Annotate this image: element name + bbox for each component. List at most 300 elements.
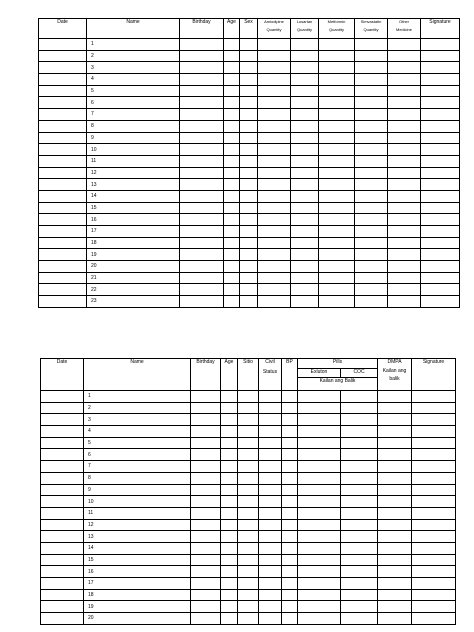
blank-cell[interactable]	[258, 296, 291, 308]
blank-cell[interactable]	[282, 578, 298, 590]
blank-cell[interactable]	[355, 97, 388, 109]
blank-cell[interactable]	[258, 179, 291, 191]
blank-cell[interactable]	[355, 50, 388, 62]
blank-cell[interactable]	[238, 437, 259, 449]
blank-cell[interactable]	[421, 74, 460, 86]
blank-cell[interactable]	[355, 39, 388, 51]
blank-cell[interactable]	[240, 132, 258, 144]
blank-cell[interactable]	[39, 132, 87, 144]
blank-cell[interactable]	[421, 179, 460, 191]
blank-cell[interactable]	[238, 402, 259, 414]
blank-cell[interactable]	[421, 97, 460, 109]
blank-cell[interactable]	[221, 519, 238, 531]
blank-cell[interactable]	[291, 39, 319, 51]
blank-cell[interactable]	[298, 589, 341, 601]
blank-cell[interactable]	[388, 226, 421, 238]
blank-cell[interactable]	[291, 144, 319, 156]
blank-cell[interactable]	[259, 554, 282, 566]
blank-cell[interactable]	[355, 202, 388, 214]
blank-cell[interactable]	[258, 249, 291, 261]
blank-cell[interactable]	[388, 109, 421, 121]
blank-cell[interactable]	[180, 85, 224, 97]
blank-cell[interactable]	[355, 62, 388, 74]
blank-cell[interactable]	[282, 542, 298, 554]
blank-cell[interactable]	[421, 249, 460, 261]
blank-cell[interactable]	[341, 461, 378, 473]
blank-cell[interactable]	[224, 97, 240, 109]
blank-cell[interactable]	[282, 554, 298, 566]
blank-cell[interactable]	[341, 472, 378, 484]
blank-cell[interactable]	[291, 226, 319, 238]
blank-cell[interactable]	[388, 132, 421, 144]
blank-cell[interactable]	[238, 531, 259, 543]
blank-cell[interactable]	[258, 190, 291, 202]
blank-cell[interactable]	[291, 237, 319, 249]
blank-cell[interactable]	[259, 461, 282, 473]
blank-cell[interactable]	[378, 437, 412, 449]
blank-cell[interactable]	[259, 437, 282, 449]
blank-cell[interactable]	[412, 414, 456, 426]
blank-cell[interactable]	[41, 414, 84, 426]
blank-cell[interactable]	[180, 261, 224, 273]
blank-cell[interactable]	[412, 426, 456, 438]
blank-cell[interactable]	[378, 426, 412, 438]
blank-cell[interactable]	[412, 507, 456, 519]
blank-cell[interactable]	[388, 179, 421, 191]
blank-cell[interactable]	[341, 437, 378, 449]
blank-cell[interactable]	[355, 167, 388, 179]
blank-cell[interactable]	[224, 202, 240, 214]
blank-cell[interactable]	[298, 519, 341, 531]
blank-cell[interactable]	[319, 190, 355, 202]
blank-cell[interactable]	[41, 613, 84, 625]
blank-cell[interactable]	[388, 202, 421, 214]
blank-cell[interactable]	[224, 261, 240, 273]
blank-cell[interactable]	[224, 226, 240, 238]
blank-cell[interactable]	[224, 85, 240, 97]
blank-cell[interactable]	[191, 414, 221, 426]
blank-cell[interactable]	[258, 167, 291, 179]
blank-cell[interactable]	[238, 601, 259, 613]
blank-cell[interactable]	[180, 226, 224, 238]
blank-cell[interactable]	[41, 461, 84, 473]
blank-cell[interactable]	[39, 39, 87, 51]
blank-cell[interactable]	[412, 402, 456, 414]
blank-cell[interactable]	[291, 132, 319, 144]
blank-cell[interactable]	[412, 519, 456, 531]
blank-cell[interactable]	[180, 50, 224, 62]
blank-cell[interactable]	[41, 426, 84, 438]
blank-cell[interactable]	[291, 120, 319, 132]
blank-cell[interactable]	[388, 261, 421, 273]
blank-cell[interactable]	[319, 120, 355, 132]
blank-cell[interactable]	[41, 402, 84, 414]
blank-cell[interactable]	[259, 507, 282, 519]
blank-cell[interactable]	[259, 426, 282, 438]
blank-cell[interactable]	[378, 484, 412, 496]
blank-cell[interactable]	[259, 542, 282, 554]
blank-cell[interactable]	[259, 519, 282, 531]
blank-cell[interactable]	[421, 167, 460, 179]
blank-cell[interactable]	[388, 62, 421, 74]
blank-cell[interactable]	[355, 214, 388, 226]
blank-cell[interactable]	[238, 578, 259, 590]
blank-cell[interactable]	[355, 120, 388, 132]
blank-cell[interactable]	[180, 272, 224, 284]
blank-cell[interactable]	[180, 214, 224, 226]
blank-cell[interactable]	[41, 578, 84, 590]
blank-cell[interactable]	[421, 261, 460, 273]
blank-cell[interactable]	[355, 284, 388, 296]
blank-cell[interactable]	[224, 144, 240, 156]
blank-cell[interactable]	[39, 155, 87, 167]
blank-cell[interactable]	[238, 519, 259, 531]
blank-cell[interactable]	[41, 566, 84, 578]
blank-cell[interactable]	[41, 496, 84, 508]
blank-cell[interactable]	[341, 601, 378, 613]
blank-cell[interactable]	[180, 144, 224, 156]
blank-cell[interactable]	[388, 237, 421, 249]
blank-cell[interactable]	[191, 578, 221, 590]
blank-cell[interactable]	[355, 190, 388, 202]
blank-cell[interactable]	[39, 284, 87, 296]
blank-cell[interactable]	[238, 554, 259, 566]
blank-cell[interactable]	[240, 85, 258, 97]
blank-cell[interactable]	[421, 190, 460, 202]
blank-cell[interactable]	[388, 167, 421, 179]
blank-cell[interactable]	[319, 261, 355, 273]
blank-cell[interactable]	[259, 578, 282, 590]
blank-cell[interactable]	[41, 484, 84, 496]
blank-cell[interactable]	[341, 449, 378, 461]
blank-cell[interactable]	[224, 190, 240, 202]
blank-cell[interactable]	[412, 589, 456, 601]
blank-cell[interactable]	[221, 426, 238, 438]
blank-cell[interactable]	[412, 554, 456, 566]
blank-cell[interactable]	[240, 284, 258, 296]
blank-cell[interactable]	[224, 120, 240, 132]
blank-cell[interactable]	[388, 190, 421, 202]
blank-cell[interactable]	[319, 155, 355, 167]
blank-cell[interactable]	[421, 237, 460, 249]
blank-cell[interactable]	[412, 601, 456, 613]
blank-cell[interactable]	[412, 484, 456, 496]
blank-cell[interactable]	[240, 50, 258, 62]
blank-cell[interactable]	[180, 109, 224, 121]
blank-cell[interactable]	[191, 391, 221, 403]
blank-cell[interactable]	[221, 578, 238, 590]
blank-cell[interactable]	[240, 62, 258, 74]
blank-cell[interactable]	[258, 284, 291, 296]
blank-cell[interactable]	[224, 50, 240, 62]
blank-cell[interactable]	[39, 62, 87, 74]
blank-cell[interactable]	[412, 613, 456, 625]
blank-cell[interactable]	[221, 613, 238, 625]
blank-cell[interactable]	[421, 226, 460, 238]
blank-cell[interactable]	[240, 226, 258, 238]
blank-cell[interactable]	[291, 214, 319, 226]
blank-cell[interactable]	[39, 144, 87, 156]
blank-cell[interactable]	[319, 85, 355, 97]
blank-cell[interactable]	[282, 601, 298, 613]
blank-cell[interactable]	[291, 74, 319, 86]
blank-cell[interactable]	[378, 507, 412, 519]
blank-cell[interactable]	[298, 542, 341, 554]
blank-cell[interactable]	[39, 190, 87, 202]
blank-cell[interactable]	[224, 272, 240, 284]
blank-cell[interactable]	[378, 601, 412, 613]
blank-cell[interactable]	[388, 249, 421, 261]
blank-cell[interactable]	[180, 202, 224, 214]
blank-cell[interactable]	[224, 109, 240, 121]
blank-cell[interactable]	[298, 472, 341, 484]
blank-cell[interactable]	[191, 519, 221, 531]
blank-cell[interactable]	[180, 39, 224, 51]
blank-cell[interactable]	[282, 426, 298, 438]
blank-cell[interactable]	[221, 589, 238, 601]
blank-cell[interactable]	[412, 391, 456, 403]
blank-cell[interactable]	[298, 507, 341, 519]
blank-cell[interactable]	[282, 566, 298, 578]
blank-cell[interactable]	[378, 496, 412, 508]
blank-cell[interactable]	[388, 120, 421, 132]
blank-cell[interactable]	[291, 109, 319, 121]
blank-cell[interactable]	[291, 155, 319, 167]
blank-cell[interactable]	[421, 155, 460, 167]
blank-cell[interactable]	[341, 589, 378, 601]
blank-cell[interactable]	[224, 249, 240, 261]
blank-cell[interactable]	[282, 589, 298, 601]
blank-cell[interactable]	[412, 461, 456, 473]
blank-cell[interactable]	[238, 613, 259, 625]
blank-cell[interactable]	[388, 39, 421, 51]
blank-cell[interactable]	[378, 531, 412, 543]
blank-cell[interactable]	[341, 402, 378, 414]
blank-cell[interactable]	[291, 249, 319, 261]
blank-cell[interactable]	[378, 472, 412, 484]
blank-cell[interactable]	[355, 237, 388, 249]
blank-cell[interactable]	[421, 132, 460, 144]
blank-cell[interactable]	[355, 296, 388, 308]
blank-cell[interactable]	[240, 249, 258, 261]
blank-cell[interactable]	[191, 437, 221, 449]
blank-cell[interactable]	[221, 391, 238, 403]
blank-cell[interactable]	[221, 507, 238, 519]
blank-cell[interactable]	[291, 296, 319, 308]
blank-cell[interactable]	[421, 144, 460, 156]
blank-cell[interactable]	[282, 449, 298, 461]
blank-cell[interactable]	[355, 85, 388, 97]
blank-cell[interactable]	[298, 613, 341, 625]
blank-cell[interactable]	[238, 426, 259, 438]
blank-cell[interactable]	[258, 85, 291, 97]
blank-cell[interactable]	[258, 214, 291, 226]
blank-cell[interactable]	[355, 144, 388, 156]
blank-cell[interactable]	[412, 542, 456, 554]
blank-cell[interactable]	[191, 472, 221, 484]
blank-cell[interactable]	[319, 296, 355, 308]
blank-cell[interactable]	[291, 190, 319, 202]
blank-cell[interactable]	[282, 484, 298, 496]
blank-cell[interactable]	[39, 109, 87, 121]
blank-cell[interactable]	[191, 566, 221, 578]
blank-cell[interactable]	[378, 461, 412, 473]
blank-cell[interactable]	[258, 97, 291, 109]
blank-cell[interactable]	[319, 50, 355, 62]
blank-cell[interactable]	[319, 62, 355, 74]
blank-cell[interactable]	[191, 484, 221, 496]
blank-cell[interactable]	[238, 542, 259, 554]
blank-cell[interactable]	[240, 202, 258, 214]
blank-cell[interactable]	[39, 85, 87, 97]
blank-cell[interactable]	[191, 589, 221, 601]
blank-cell[interactable]	[258, 109, 291, 121]
blank-cell[interactable]	[258, 39, 291, 51]
blank-cell[interactable]	[341, 426, 378, 438]
blank-cell[interactable]	[378, 589, 412, 601]
blank-cell[interactable]	[191, 554, 221, 566]
blank-cell[interactable]	[282, 461, 298, 473]
blank-cell[interactable]	[41, 507, 84, 519]
blank-cell[interactable]	[421, 50, 460, 62]
blank-cell[interactable]	[388, 85, 421, 97]
blank-cell[interactable]	[238, 566, 259, 578]
blank-cell[interactable]	[39, 237, 87, 249]
blank-cell[interactable]	[291, 62, 319, 74]
blank-cell[interactable]	[298, 391, 341, 403]
blank-cell[interactable]	[180, 237, 224, 249]
blank-cell[interactable]	[259, 613, 282, 625]
blank-cell[interactable]	[221, 449, 238, 461]
blank-cell[interactable]	[298, 566, 341, 578]
blank-cell[interactable]	[39, 261, 87, 273]
blank-cell[interactable]	[258, 226, 291, 238]
blank-cell[interactable]	[319, 214, 355, 226]
blank-cell[interactable]	[341, 484, 378, 496]
blank-cell[interactable]	[355, 132, 388, 144]
blank-cell[interactable]	[240, 97, 258, 109]
blank-cell[interactable]	[221, 461, 238, 473]
blank-cell[interactable]	[191, 402, 221, 414]
blank-cell[interactable]	[39, 296, 87, 308]
blank-cell[interactable]	[180, 296, 224, 308]
blank-cell[interactable]	[421, 272, 460, 284]
blank-cell[interactable]	[180, 190, 224, 202]
blank-cell[interactable]	[259, 496, 282, 508]
blank-cell[interactable]	[258, 132, 291, 144]
blank-cell[interactable]	[180, 120, 224, 132]
blank-cell[interactable]	[191, 507, 221, 519]
blank-cell[interactable]	[240, 39, 258, 51]
blank-cell[interactable]	[421, 214, 460, 226]
blank-cell[interactable]	[191, 531, 221, 543]
blank-cell[interactable]	[240, 214, 258, 226]
blank-cell[interactable]	[180, 284, 224, 296]
blank-cell[interactable]	[224, 284, 240, 296]
blank-cell[interactable]	[298, 554, 341, 566]
blank-cell[interactable]	[319, 132, 355, 144]
blank-cell[interactable]	[258, 50, 291, 62]
blank-cell[interactable]	[298, 484, 341, 496]
blank-cell[interactable]	[421, 62, 460, 74]
blank-cell[interactable]	[221, 472, 238, 484]
blank-cell[interactable]	[191, 449, 221, 461]
blank-cell[interactable]	[258, 144, 291, 156]
blank-cell[interactable]	[378, 391, 412, 403]
blank-cell[interactable]	[341, 496, 378, 508]
blank-cell[interactable]	[378, 554, 412, 566]
blank-cell[interactable]	[224, 296, 240, 308]
blank-cell[interactable]	[291, 272, 319, 284]
blank-cell[interactable]	[259, 472, 282, 484]
blank-cell[interactable]	[319, 74, 355, 86]
blank-cell[interactable]	[39, 97, 87, 109]
blank-cell[interactable]	[258, 62, 291, 74]
blank-cell[interactable]	[282, 519, 298, 531]
blank-cell[interactable]	[282, 391, 298, 403]
blank-cell[interactable]	[224, 237, 240, 249]
blank-cell[interactable]	[258, 261, 291, 273]
blank-cell[interactable]	[378, 414, 412, 426]
blank-cell[interactable]	[238, 496, 259, 508]
blank-cell[interactable]	[39, 50, 87, 62]
blank-cell[interactable]	[259, 414, 282, 426]
blank-cell[interactable]	[180, 167, 224, 179]
blank-cell[interactable]	[191, 426, 221, 438]
blank-cell[interactable]	[221, 542, 238, 554]
blank-cell[interactable]	[39, 226, 87, 238]
blank-cell[interactable]	[388, 284, 421, 296]
blank-cell[interactable]	[355, 261, 388, 273]
blank-cell[interactable]	[388, 155, 421, 167]
blank-cell[interactable]	[240, 296, 258, 308]
blank-cell[interactable]	[282, 402, 298, 414]
blank-cell[interactable]	[282, 531, 298, 543]
blank-cell[interactable]	[341, 554, 378, 566]
blank-cell[interactable]	[282, 507, 298, 519]
blank-cell[interactable]	[412, 566, 456, 578]
blank-cell[interactable]	[388, 50, 421, 62]
blank-cell[interactable]	[355, 155, 388, 167]
blank-cell[interactable]	[341, 414, 378, 426]
blank-cell[interactable]	[39, 272, 87, 284]
blank-cell[interactable]	[191, 542, 221, 554]
blank-cell[interactable]	[388, 97, 421, 109]
blank-cell[interactable]	[319, 39, 355, 51]
blank-cell[interactable]	[39, 179, 87, 191]
blank-cell[interactable]	[282, 613, 298, 625]
blank-cell[interactable]	[221, 414, 238, 426]
blank-cell[interactable]	[240, 167, 258, 179]
blank-cell[interactable]	[41, 589, 84, 601]
blank-cell[interactable]	[238, 472, 259, 484]
blank-cell[interactable]	[412, 496, 456, 508]
blank-cell[interactable]	[191, 461, 221, 473]
blank-cell[interactable]	[412, 578, 456, 590]
blank-cell[interactable]	[298, 496, 341, 508]
blank-cell[interactable]	[341, 391, 378, 403]
blank-cell[interactable]	[421, 120, 460, 132]
blank-cell[interactable]	[378, 519, 412, 531]
blank-cell[interactable]	[421, 85, 460, 97]
blank-cell[interactable]	[355, 249, 388, 261]
blank-cell[interactable]	[259, 484, 282, 496]
blank-cell[interactable]	[240, 190, 258, 202]
blank-cell[interactable]	[258, 120, 291, 132]
blank-cell[interactable]	[224, 155, 240, 167]
blank-cell[interactable]	[39, 214, 87, 226]
blank-cell[interactable]	[221, 566, 238, 578]
